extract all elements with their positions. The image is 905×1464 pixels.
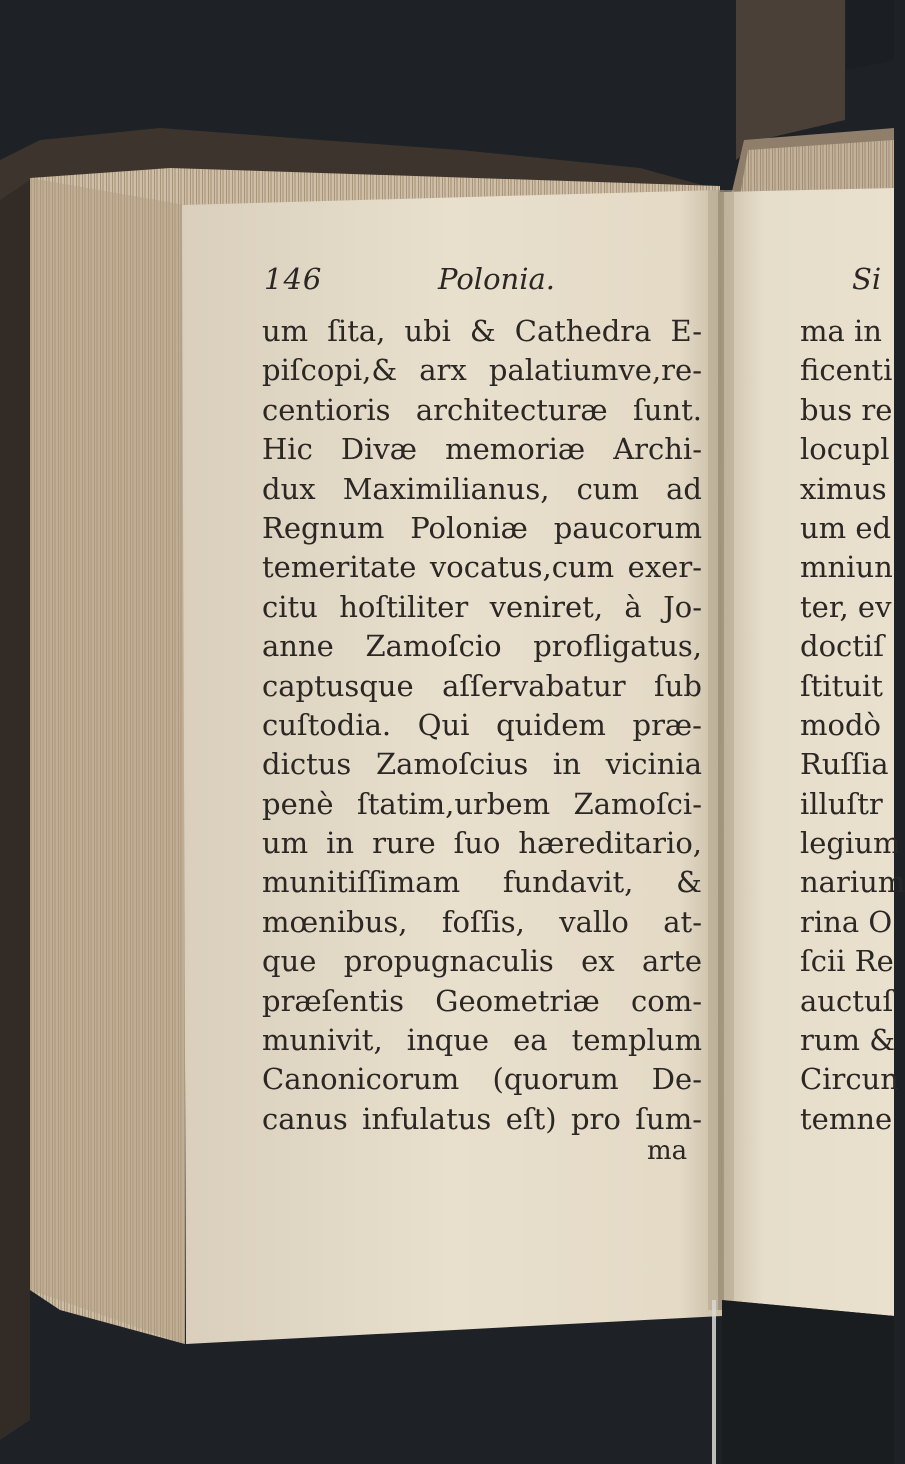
- text-line: piſcopi,& arx palatiumve,re-: [262, 353, 702, 388]
- text-line: modò: [800, 707, 881, 742]
- text-line: Circun: [800, 1062, 899, 1097]
- text-line: centioris architecturæ ſunt.: [262, 392, 702, 427]
- text-line: dux Maximilianus, cum ad: [262, 471, 702, 506]
- text-line: mœnibus, foſſis, vallo at-: [262, 904, 702, 939]
- text-line: Canonicorum (quorum De-: [262, 1062, 702, 1097]
- text-line: rum &: [800, 1023, 896, 1058]
- text-line: temne: [800, 1101, 893, 1136]
- text-line: munitiſſimam fundavit, &: [262, 865, 702, 900]
- text-line: auctuſ: [800, 983, 894, 1018]
- text-line: præſentis Geometriæ com-: [262, 983, 702, 1018]
- text-line: ximus: [800, 471, 887, 506]
- page-number: 146: [264, 262, 323, 296]
- text-line: illuſtr: [800, 786, 883, 821]
- text-line: narium: [800, 865, 905, 900]
- text-line: penè ſtatim,urbem Zamoſci-: [262, 786, 702, 821]
- text-line: ma in: [800, 314, 882, 348]
- text-line: cuſtodia. Qui quidem præ-: [262, 707, 702, 742]
- text-line: um ed: [800, 510, 892, 545]
- binding-thread: [712, 1300, 716, 1464]
- text-line: citu hoſtiliter veniret, à Jo-: [262, 589, 702, 624]
- text-line: ter, ev: [800, 589, 892, 624]
- text-line: captusque aſſervabatur ſub: [262, 668, 702, 703]
- text-line: doctiſ: [800, 629, 884, 664]
- text-line: ficenti: [800, 353, 893, 388]
- text-line: ſcii Re: [800, 944, 894, 979]
- text-line: Hic Divæ memoriæ Archi-: [262, 432, 702, 467]
- text-line: um ſita, ubi & Cathedra E-: [262, 314, 702, 348]
- right-running-head: Si: [852, 262, 882, 296]
- text-line: canus infulatus eſt) pro ſum-: [262, 1101, 702, 1136]
- text-line: mniun: [800, 550, 893, 585]
- text-line: temeritate vocatus,cum exer-: [262, 550, 702, 585]
- text-line: Regnum Poloniæ paucorum: [262, 510, 702, 545]
- running-head: Polonia.: [438, 262, 555, 296]
- body-text: [262, 312, 702, 1139]
- text-line: munivit, inque ea templum: [262, 1023, 702, 1058]
- right-page-text: [796, 262, 905, 1182]
- text-line: Ruſſia: [800, 747, 889, 782]
- text-line: dictus Zamoſcius in vicinia: [262, 747, 702, 782]
- text-line: locupl: [800, 432, 890, 467]
- text-line: rina O: [800, 904, 893, 939]
- text-line: anne Zamoſcio profligatus,: [262, 629, 702, 664]
- catchword: ma: [647, 1136, 688, 1166]
- text-line: legium: [800, 826, 901, 861]
- page-header: [262, 262, 702, 302]
- right-body-text: [800, 312, 905, 1139]
- text-line: que propugnaculis ex arte: [262, 944, 702, 979]
- text-line: bus re: [800, 392, 893, 427]
- text-line: um in rure ſuo hæreditario,: [262, 826, 702, 861]
- text-line: ſtituit: [800, 668, 883, 703]
